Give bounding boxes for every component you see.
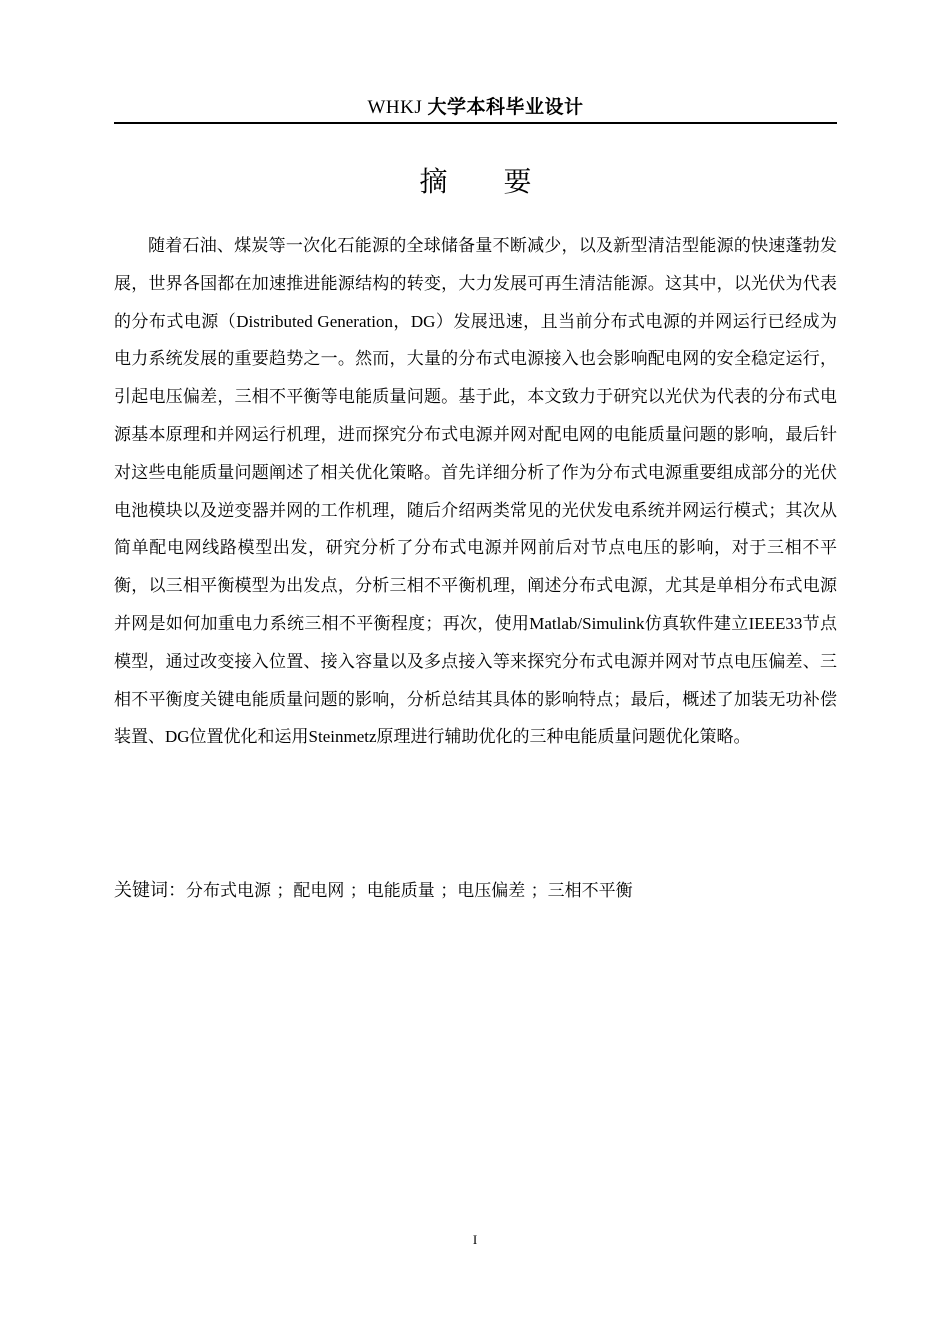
header-institution: 大学本科毕业设计 — [427, 96, 584, 118]
title-char-1: 摘 — [419, 165, 448, 198]
page-number: I — [472, 1232, 478, 1247]
abstract-title — [114, 162, 837, 202]
keywords-value: 分布式电源 ；配电网 ；电能质量 ；电压偏差 ；三相不平衡 — [186, 881, 633, 901]
title-char-2: 要 — [503, 165, 532, 198]
page-header — [114, 92, 837, 124]
header-title — [367, 96, 583, 119]
abstract-body: 随着石油、煤炭等一次化石能源的全球储备量不断减少，以及新型清洁型能源的快速蓬勃发展，世界各国都在加速推进能源结构的转变，大力发展可再生清洁能源。这其中，以光伏为代表的分布式电源（Distributed Generation，DG）发展迅速，且当前分布式电源的并网运行已经成为电力系统发展的重要趋势之一。然而，大量的分布式电源接入也会影响配电网的安全稳定运行，引起电压偏差，三相不平衡等电能质量问题。基于此，本文致力于研究以光伏为代表的分布式电源基本原理和并网运行机理，进而探究分布式电源并网对配电网的电能质量问题的影响，最后针对这些电能质量问题阐述了相关优化策略。首先详细分析了作为分布式电源重要组成部分的光伏电池模块以及逆变器并网的工作机理，随后介绍两类常见的光伏发电系统并网运行模式；其次从简单配电网线路模型出发，研究分析了分布式电源并网前后对节点电压的影响，对于三相不平衡，以三相平衡模型为出发点，分析三相不平衡机理，阐述分布式电源，尤其是单相分布式电源并网是如何加重电力系统三相不平衡程度；再次，使用Matlab/Simulink仿真软件建立IEEE33节点模型，通过改变接入位置、接入容量以及多点接入等来探究分布式电源并网对节点电压偏差、三相不平衡度关键电能质量问题的影响，分析总结其具体的影响特点；最后，概述了加装无功补偿装置、DG位置优化和运用Steinmetz原理进行辅助优化的三种电能质量问题优化策略。 — [114, 236, 837, 747]
keywords-line — [114, 874, 837, 908]
keywords-label: 关键词： — [114, 880, 186, 901]
header-code: WHKJ — [367, 97, 423, 118]
